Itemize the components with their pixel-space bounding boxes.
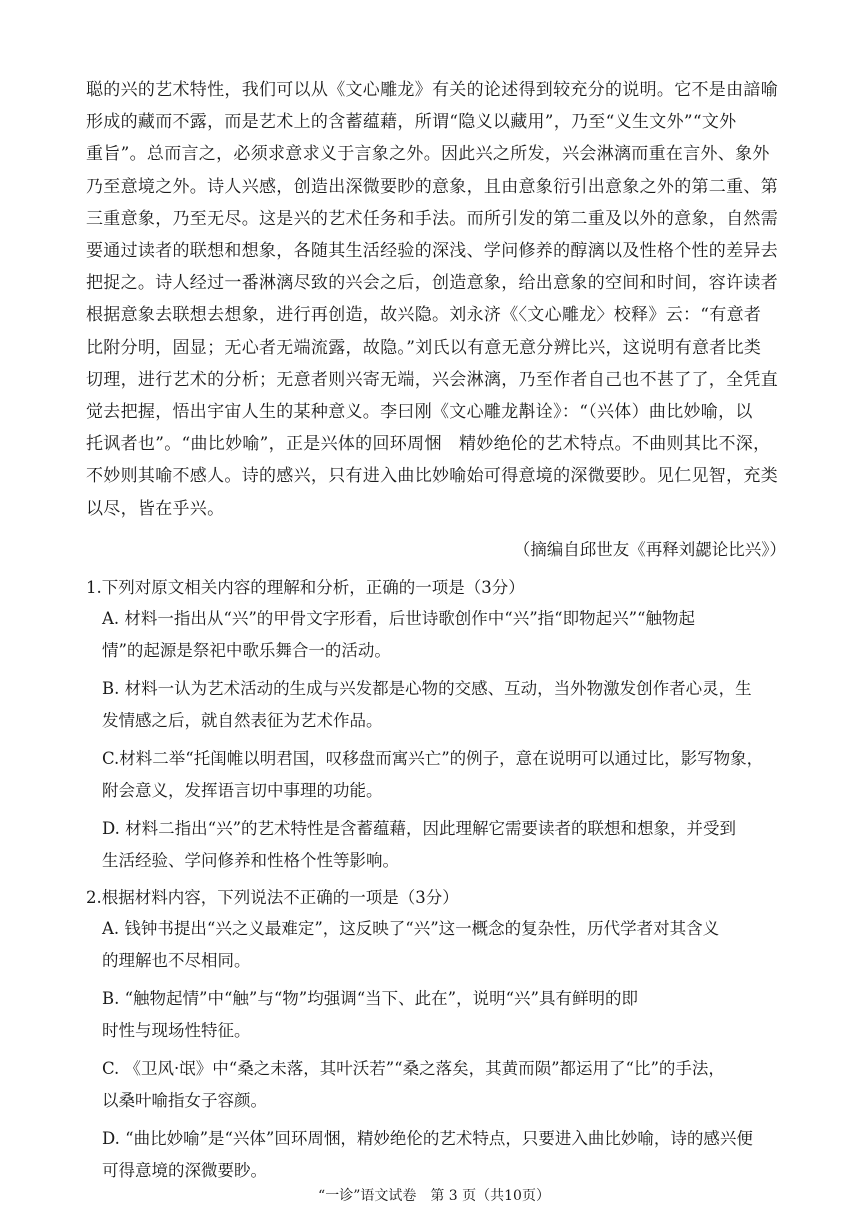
passage-line: 以尽，皆在乎兴。 bbox=[86, 498, 225, 519]
option-text: D. 材料二指出“兴”的艺术特性是含蓄蕴藉，因此理解它需要读者的联想和想象，并受到 bbox=[102, 818, 737, 838]
question-1 bbox=[86, 573, 788, 877]
option-a[interactable] bbox=[86, 913, 788, 977]
passage-line: 切理，进行艺术的分析；无意者则兴寄无端，兴会淋漓，乃至作者自己也不甚了了，全凭直 bbox=[86, 369, 778, 390]
option-c[interactable] bbox=[86, 1053, 788, 1117]
question-stem: 2.根据材料内容，下列说法不正确的一项是（3分） bbox=[86, 887, 459, 907]
option-a[interactable] bbox=[86, 603, 788, 667]
option-text-cont: 发情感之后，就自然表征为艺术作品。 bbox=[102, 710, 383, 730]
option-text: A. 材料一指出从“兴”的甲骨文字形看，后世诗歌创作中“兴”指“即物起兴”“触物起 bbox=[102, 608, 695, 628]
option-text: B. “触物起情”中“触”与“物”均强调“当下、此在”，说明“兴”具有鲜明的即 bbox=[102, 988, 638, 1008]
option-text: A. 钱钟书提出“兴之义最难定”，这反映了“兴”这一概念的复杂性，历代学者对其含义 bbox=[102, 918, 720, 938]
passage-line: 重旨”。总而言之，必须求意求义于言象之外。因此兴之所发，兴会淋漓而重在言外、象外 bbox=[86, 144, 770, 165]
option-text: C.材料二举“托闺帷以明君国，叹移盘而寓兴亡”的例子，意在说明可以通过比，影写物象， bbox=[102, 748, 764, 768]
passage-line: 不妙则其喻不感人。诗的感兴，只有进入曲比妙喻始可得意境的深微要眇。见仁见智，充类 bbox=[86, 466, 778, 487]
passage-line: 形成的藏而不露，而是艺术上的含蓄蕴藉，所谓“隐义以藏用”，乃至“义生文外”“文外 bbox=[86, 112, 737, 133]
option-text: D. “曲比妙喻”是“兴体”回环周悃，精妙绝伦的艺术特点，只要进入曲比妙喻，诗的感兴便 bbox=[102, 1128, 753, 1148]
option-d[interactable] bbox=[86, 1123, 788, 1187]
passage-line: 觉去把握，悟出宇宙人生的某种意义。李曰刚《文心雕龙斠诠》：“（兴体）曲比妙喻，以 bbox=[86, 402, 753, 423]
passage-line: 乃至意境之外。诗人兴感，创造出深微要眇的意象，且由意象衍引出意象之外的第二重、第 bbox=[86, 176, 778, 197]
option-text-cont: 情”的起源是祭祀中歌乐舞合一的活动。 bbox=[102, 640, 391, 660]
question-2 bbox=[86, 883, 788, 1187]
passage-line: 聪的兴的艺术特性，我们可以从《文心雕龙》有关的论述得到较充分的说明。它不是由諳喻 bbox=[86, 80, 778, 100]
option-b[interactable] bbox=[86, 673, 788, 737]
option-text-cont: 时性与现场性特征。 bbox=[102, 1020, 251, 1040]
passage-line: 三重意象，乃至无尽。这是兴的艺术任务和手法。而所引发的第二重及以外的意象，自然需 bbox=[86, 208, 778, 229]
passage-line: 把捉之。诗人经过一番淋漓尽致的兴会之后，创造意象，给出意象的空间和时间，容许读者 bbox=[86, 273, 778, 294]
passage-line: 根据意象去联想去想象，进行再创造，故兴隐。刘永济《〈文心雕龙〉校释》云：“有意者 bbox=[86, 305, 762, 326]
option-text-cont: 可得意境的深微要眇。 bbox=[102, 1160, 267, 1180]
reading-passage bbox=[86, 74, 788, 525]
question-stem: 1.下列对原文相关内容的理解和分析，正确的一项是（3分） bbox=[86, 577, 525, 597]
option-d[interactable] bbox=[86, 813, 788, 877]
passage-source: （摘编自邱世友《再释刘勰论比兴》） bbox=[513, 539, 786, 559]
passage-line: 要通过读者的联想和想象，各随其生活经验的深浅、学问修养的醇漓以及性格个性的差异去 bbox=[86, 241, 778, 262]
passage-line: 比附分明，固显；无心者无端流露，故隐。”刘氏以有意无意分辨比兴，这说明有意者比类 bbox=[86, 337, 762, 358]
option-text: B. 材料一认为艺术活动的生成与兴发都是心物的交感、互动，当外物激发创作者心灵，生 bbox=[102, 678, 752, 698]
option-text: C. 《卫风·氓》中“桑之未落，其叶沃若”“桑之落矣，其黄而陨”都运用了“比”的手法， bbox=[102, 1058, 725, 1078]
option-text-cont: 以桑叶喻指女子容颜。 bbox=[102, 1090, 267, 1110]
option-b[interactable] bbox=[86, 983, 788, 1047]
option-text-cont: 的理解也不尽相同。 bbox=[102, 950, 251, 970]
option-c[interactable] bbox=[86, 743, 788, 807]
option-text-cont: 附会意义，发挥语言切中事理的功能。 bbox=[102, 780, 383, 800]
page-footer: “一诊”语文试卷 第 3 页（共10页） bbox=[318, 1188, 550, 1204]
passage-line: 托讽者也”。“曲比妙喻”，正是兴体的回环周悃 精妙绝伦的艺术特点。不曲则其比不深， bbox=[86, 434, 771, 455]
option-text-cont: 生活经验、学问修养和性格个性等影响。 bbox=[102, 850, 399, 870]
